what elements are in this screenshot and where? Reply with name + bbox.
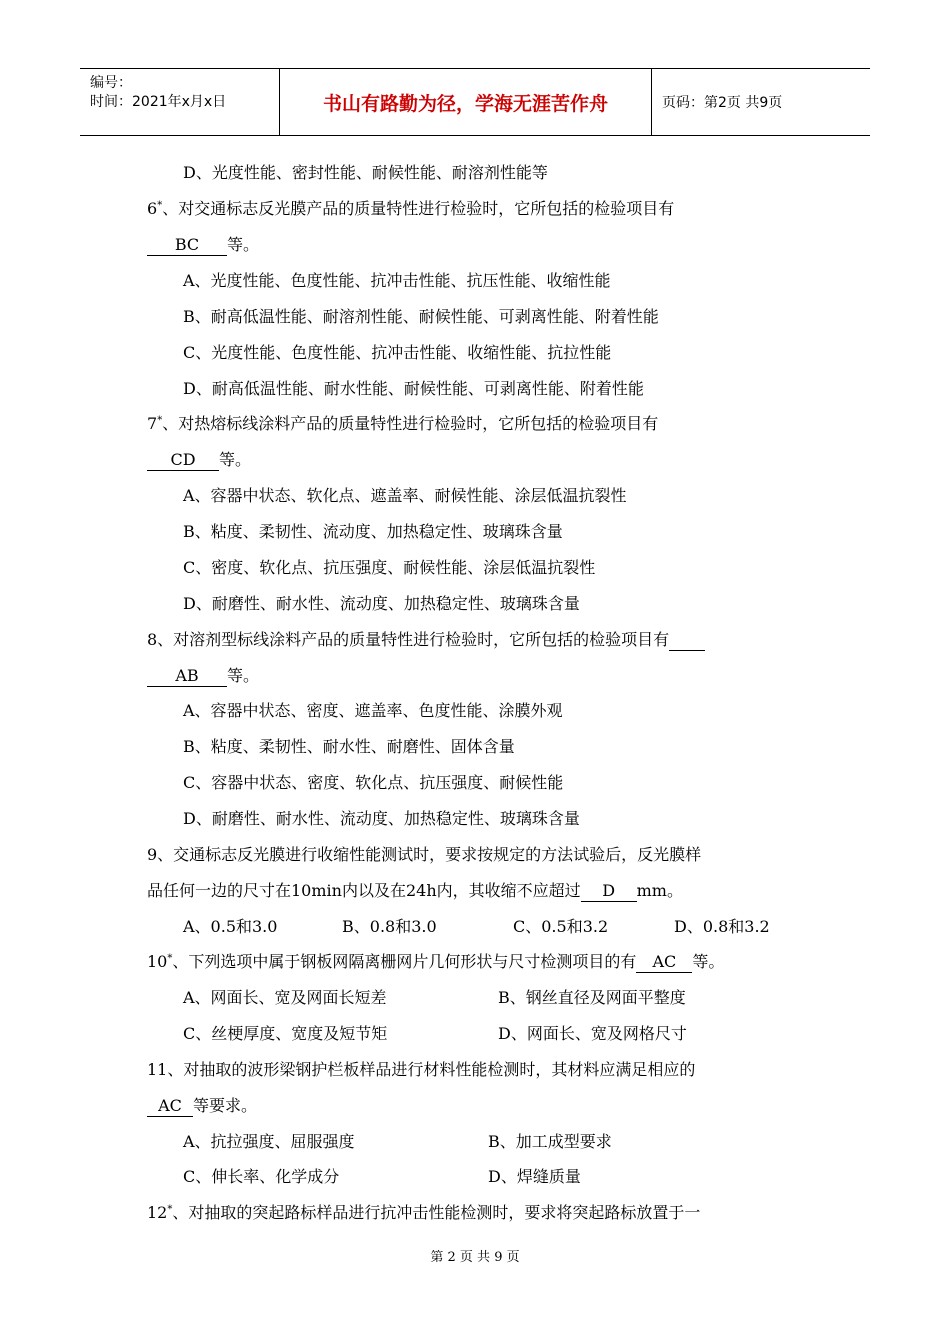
question-7-answer-line: CD 等。 bbox=[147, 449, 251, 471]
question-8: 8、对溶剂型标线涂料产品的质量特性进行检验时，它所包括的检验项目有 bbox=[147, 629, 705, 651]
question-12: 12*、对抽取的突起路标样品进行抗冲击性能检测时，要求将突起路标放置于一 bbox=[147, 1203, 701, 1222]
q8-option-b: B、粘度、柔韧性、耐水性、耐磨性、固体含量 bbox=[183, 737, 515, 756]
question-8-answer-line: AB 等。 bbox=[147, 665, 259, 687]
header-motto: 书山有路勤为径，学海无涯苦作舟 bbox=[280, 69, 652, 135]
question-10-answer: AC bbox=[636, 952, 692, 973]
q6-option-b: B、耐高低温性能、耐溶剂性能、耐候性能、可剥离性能、附着性能 bbox=[183, 307, 659, 326]
q10-option-c: C、丝梗厚度、宽度及短节矩 bbox=[183, 1024, 388, 1043]
q9-option-d: D、0.8和3.2 bbox=[674, 917, 770, 936]
q8-option-d: D、耐磨性、耐水性、流动度、加热稳定性、玻璃珠含量 bbox=[183, 809, 580, 828]
question-11-answer-line: AC 等要求。 bbox=[147, 1095, 257, 1117]
q10-option-b: B、钢丝直径及网面平整度 bbox=[498, 988, 686, 1007]
q9-option-b: B、0.8和3.0 bbox=[342, 917, 437, 936]
question-10: 10*、下列选项中属于钢板网隔离栅网片几何形状与尺寸检测项目的有 AC 等。 bbox=[147, 952, 725, 971]
date-label: 时间：2021年x月x日 bbox=[90, 94, 227, 110]
q11-option-d: D、焊缝质量 bbox=[488, 1167, 581, 1186]
q8-option-c: C、容器中状态、密度、软化点、抗压强度、耐候性能 bbox=[183, 773, 564, 792]
q11-option-c: C、伸长率、化学成分 bbox=[183, 1167, 340, 1186]
question-9: 9、交通标志反光膜进行收缩性能测试时，要求按规定的方法试验后，反光膜样 bbox=[147, 845, 702, 864]
question-11: 11、对抽取的波形梁钢护栏板样品进行材料性能检测时，其材料应满足相应的 bbox=[147, 1060, 696, 1079]
question-7: 7*、对热熔标线涂料产品的质量特性进行检验时，它所包括的检验项目有 bbox=[147, 414, 659, 433]
question-9-line-2: 品任何一边的尺寸在10min内以及在24h内，其收缩不应超过 D mm。 bbox=[147, 881, 683, 900]
question-6: 6*、对交通标志反光膜产品的质量特性进行检验时，它所包括的检验项目有 bbox=[147, 199, 675, 218]
page-header bbox=[80, 68, 870, 136]
q8-option-a: A、容器中状态、密度、遮盖率、色度性能、涂膜外观 bbox=[183, 701, 563, 720]
header-info-cell bbox=[80, 69, 280, 135]
q9-option-a: A、0.5和3.0 bbox=[183, 917, 278, 936]
q10-option-d: D、网面长、宽及网格尺寸 bbox=[498, 1024, 687, 1043]
q5-option-d: D、光度性能、密封性能、耐候性能、耐溶剂性能等 bbox=[183, 163, 548, 182]
q7-option-d: D、耐磨性、耐水性、流动度、加热稳定性、玻璃珠含量 bbox=[183, 594, 580, 613]
question-8-answer: AB bbox=[147, 666, 227, 687]
question-6-answer: BC bbox=[147, 235, 227, 256]
q7-option-a: A、容器中状态、软化点、遮盖率、耐候性能、涂层低温抗裂性 bbox=[183, 486, 627, 505]
q6-option-d: D、耐高低温性能、耐水性能、耐候性能、可剥离性能、附着性能 bbox=[183, 379, 644, 398]
question-7-answer: CD bbox=[147, 450, 219, 471]
q11-option-a: A、抗拉强度、屈服强度 bbox=[183, 1132, 355, 1151]
q11-option-b: B、加工成型要求 bbox=[488, 1132, 612, 1151]
q6-option-a: A、光度性能、色度性能、抗冲击性能、抗压性能、收缩性能 bbox=[183, 271, 611, 290]
question-9-answer: D bbox=[581, 881, 637, 902]
header-page-label: 页码：第2页 共9页 bbox=[662, 95, 783, 111]
q7-option-b: B、粘度、柔韧性、流动度、加热稳定性、玻璃珠含量 bbox=[183, 522, 563, 541]
q6-option-c: C、光度性能、色度性能、抗冲击性能、收缩性能、抗拉性能 bbox=[183, 343, 612, 362]
question-6-answer-line: BC 等。 bbox=[147, 234, 259, 256]
question-11-answer: AC bbox=[147, 1096, 193, 1117]
q7-option-c: C、密度、软化点、抗压强度、耐候性能、涂层低温抗裂性 bbox=[183, 558, 596, 577]
page-footer: 第 2 页 共 9 页 bbox=[430, 1250, 520, 1265]
q10-option-a: A、网面长、宽及网面长短差 bbox=[183, 988, 387, 1007]
number-label: 编号： bbox=[90, 75, 132, 91]
q9-option-c: C、0.5和3.2 bbox=[513, 917, 609, 936]
